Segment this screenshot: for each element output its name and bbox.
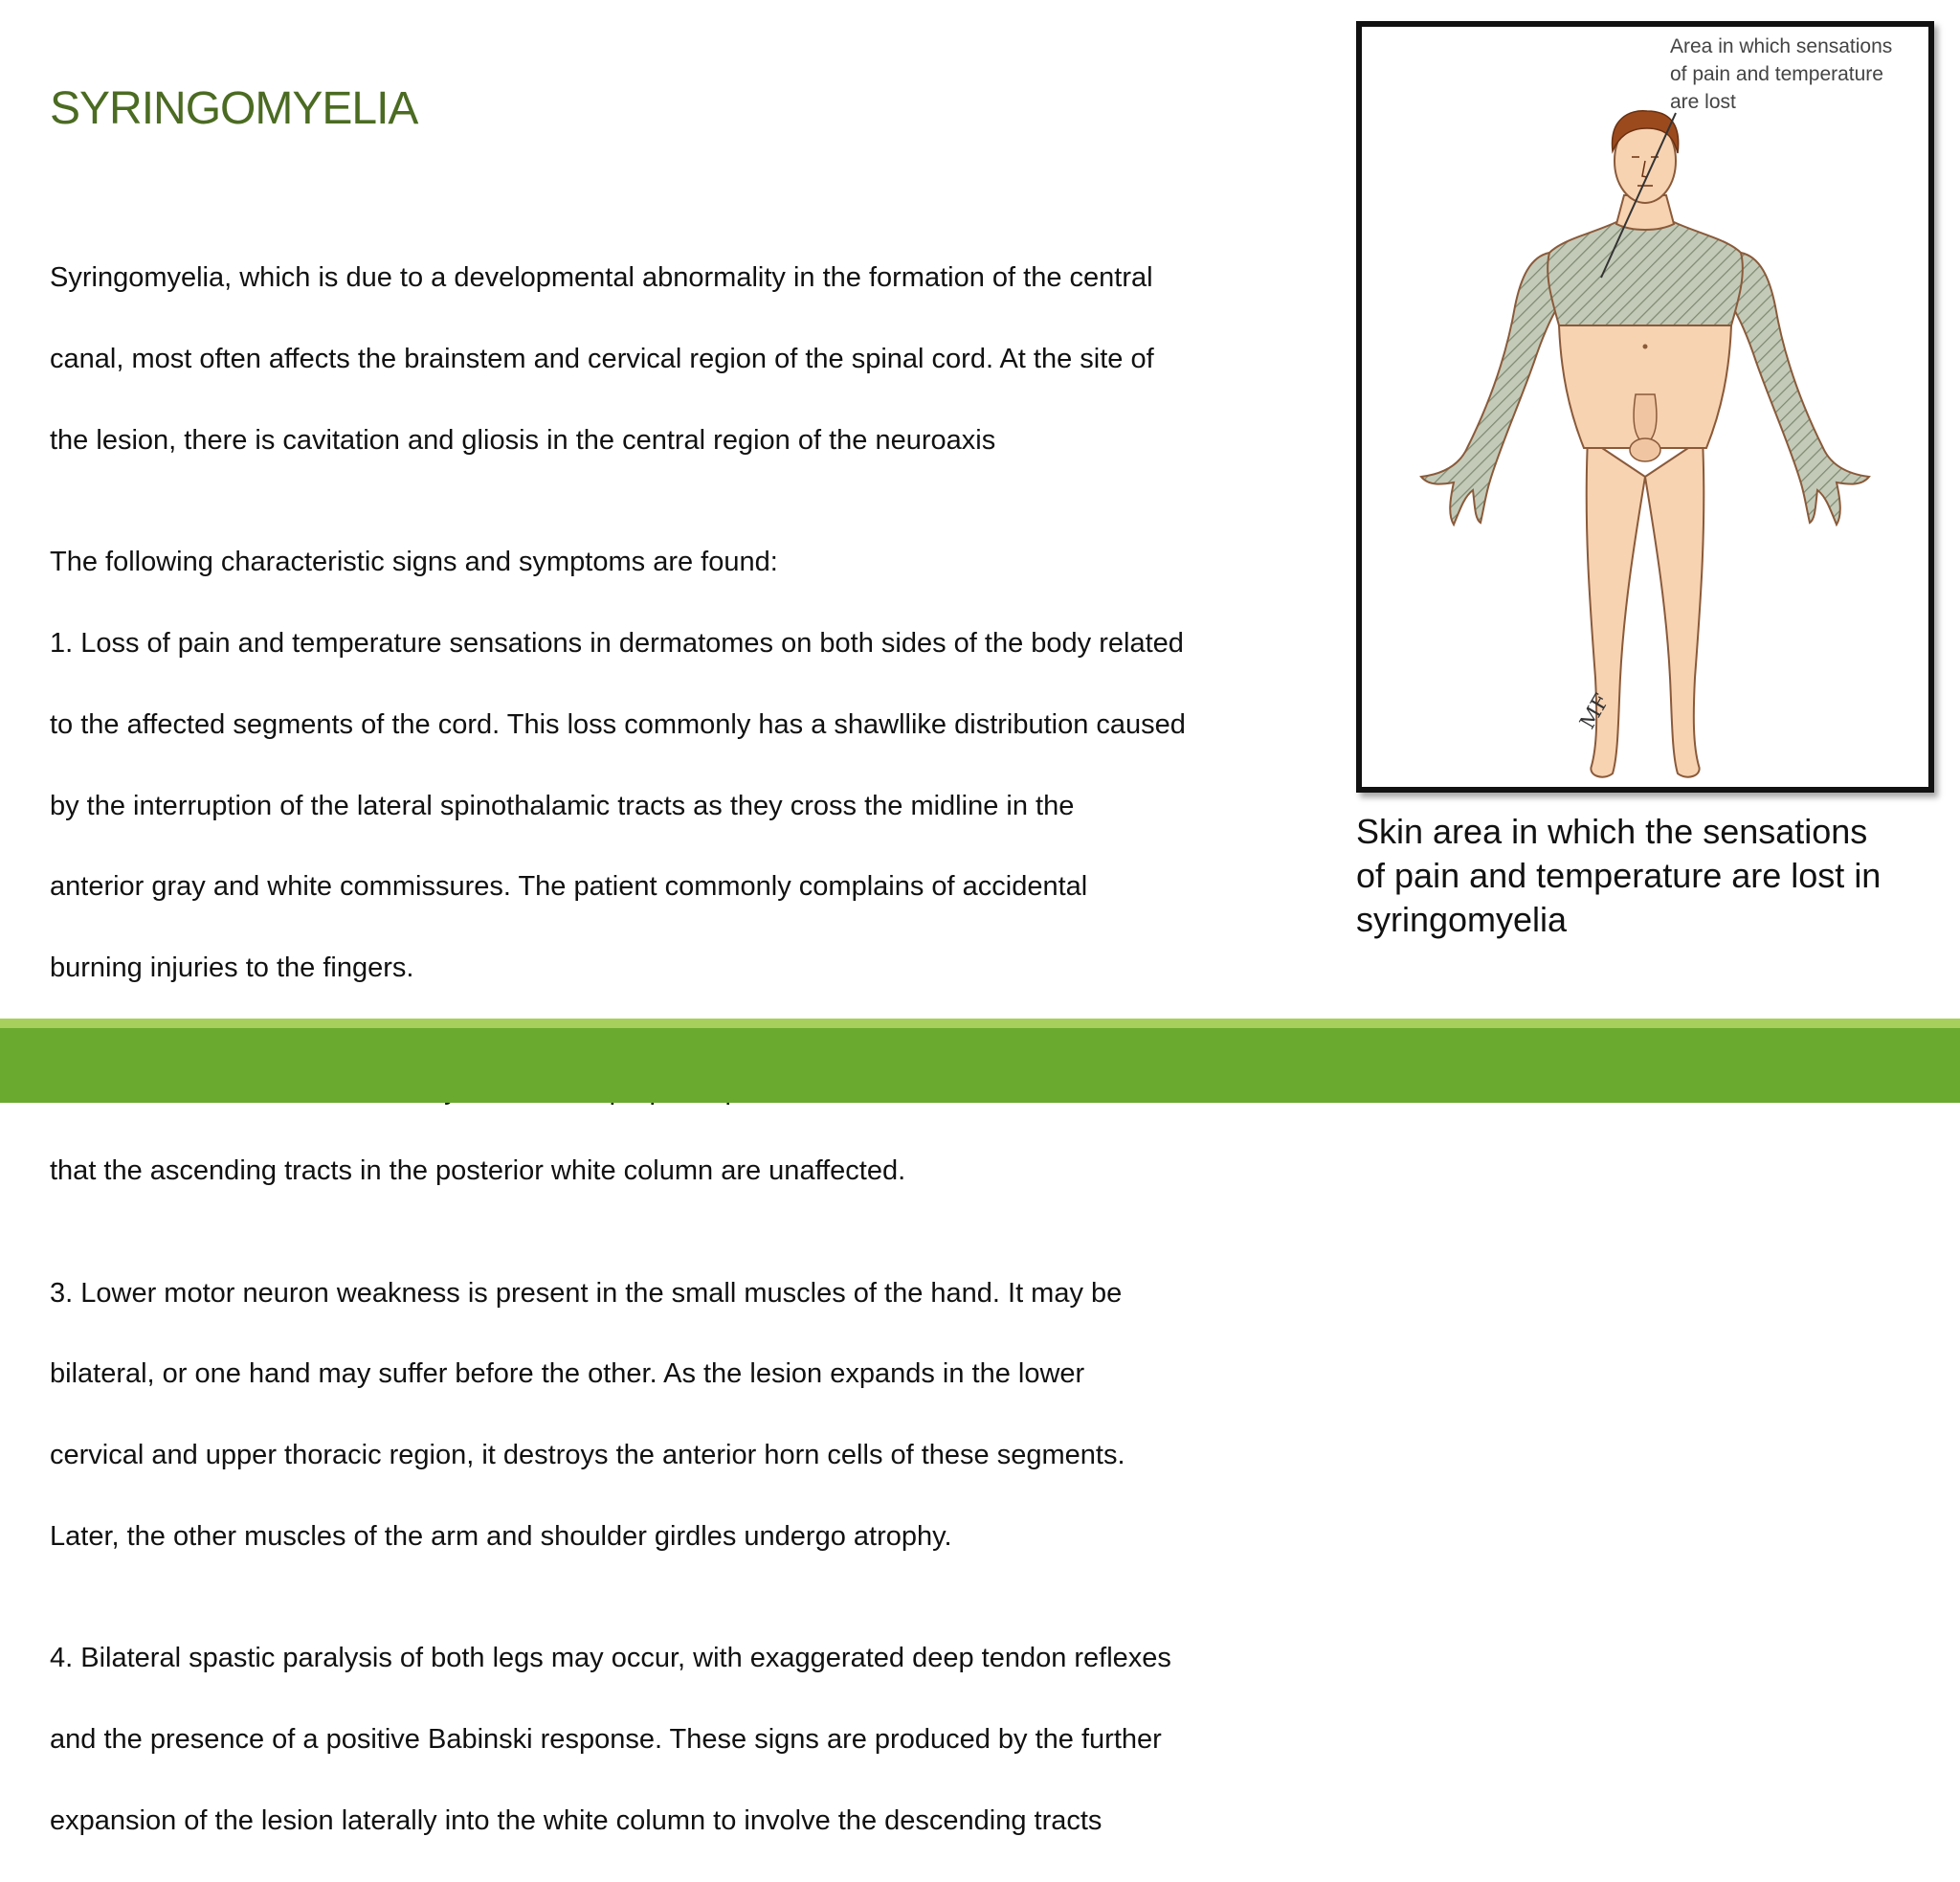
pelvis-detail [1630,394,1660,461]
intro-line: Syringomyelia, which is due to a developmental abnormality in the formation of the central [50,262,1153,294]
list-item-line: to the affected segments of the cord. This loss commonly has a shawllike distribution caused [50,708,1186,740]
list-item-line: 1. Loss of pain and temperature sensations in dermatomes on both sides of the body related [50,628,1184,660]
list-item-4 [50,1598,1323,1882]
list-item-line: 3. Lower motor neuron weakness is present in the small muscles of the hand. It may be [50,1277,1123,1309]
list-item-line: Later, the other muscles of the arm and shoulder girdles undergo atrophy. [50,1520,952,1552]
upper-torso-shaded [1548,222,1743,325]
left-arm-shaded [1421,253,1559,525]
list-item-line: by the interruption of the lateral spinothalamic tracts as they cross the midline in the [50,790,1075,821]
navel [1643,345,1648,349]
right-arm-shaded [1731,253,1869,525]
list-item-line: expansion of the lesion laterally into the white column to involve the descending tracts [50,1804,1102,1836]
list-item-line: cervical and upper thoracic region, it destroys the anterior horn cells of these segments. [50,1440,1125,1471]
annotation-line: are lost [1670,91,1736,113]
list-item-line: anterior gray and white commissures. The patient commonly complains of accidental [50,871,1088,903]
list-item-line: 4. Bilateral spastic paralysis of both legs may occur, with exaggerated deep tendon reflexes [50,1643,1171,1674]
caption-line: of pain and temperature are lost in [1356,856,1882,895]
list-item-1 [50,583,1323,1029]
annotation-line: Area in which sensations [1670,35,1893,57]
list-item-line: and the presence of a positive Babinski response. These signs are produced by the further [50,1724,1162,1756]
figure-annotation [1670,33,1938,116]
paragraph-spacer [50,502,1323,542]
artist-signature: MF [1575,689,1615,733]
list-lead: The following characteristic signs and symptoms are found: [50,547,778,578]
list-item-line: that the ascending tracts in the posterior white column are unaffected. [50,1155,906,1187]
body-diagram [1362,27,1928,787]
footer-accent-stripe [0,1019,1960,1028]
annotation-line: of pain and temperature [1670,63,1883,85]
caption-line: Skin area in which the sensations [1356,812,1868,851]
intro-paragraph [50,217,1323,502]
list-item-line: bilateral, or one hand may suffer before the other. As the lesion expands in the lower [50,1358,1085,1390]
body-diagram-figure [1356,21,1934,793]
intro-line: canal, most often affects the brainstem and cervical region of the spinal cord. At the site of [50,344,1154,375]
legs [1587,438,1704,777]
intro-line: the lesion, there is cavitation and gliosis in the central region of the neuroaxis [50,425,996,457]
slide-title: SYRINGOMYELIA [50,83,418,134]
list-item-3 [50,1232,1323,1598]
list-item-line: burning injuries to the fingers. [50,952,414,984]
footer-band [0,1028,1960,1103]
caption-line: syringomyelia [1356,900,1568,939]
figure-caption [1356,810,1949,942]
